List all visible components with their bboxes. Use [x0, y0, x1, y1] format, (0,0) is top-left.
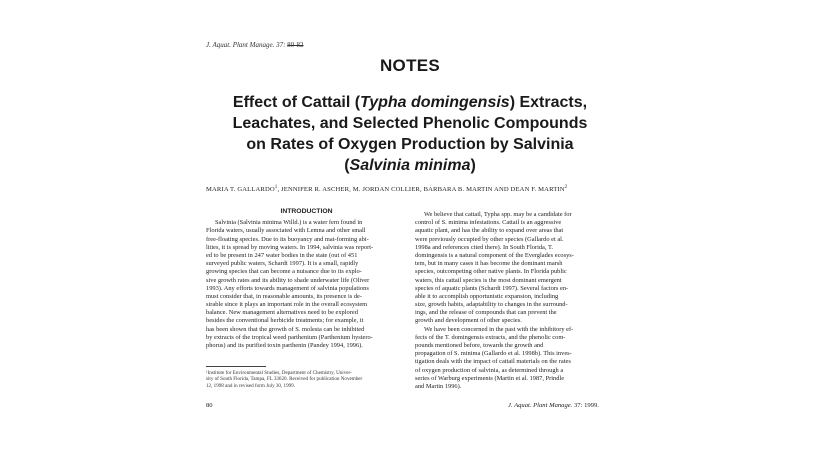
text-line: size, growth habits, adaptability to changes in the surround-	[415, 301, 568, 309]
text-line: species of aquatic plants (Schardt 1997). Several factors en-	[415, 284, 569, 292]
text-line: waters, this cattail species is the most dominant emergent	[415, 276, 562, 284]
affiliation-marker: 2	[564, 185, 568, 190]
text-line: has been shown that the growth of S. molesta can be inhibited	[206, 325, 365, 333]
author-name: , BARBARA B. MARTIN	[419, 186, 493, 194]
title-species: Salvinia minima	[349, 157, 471, 174]
text-line: free-floating species. Due to its buoyancy and mat-forming abi-	[206, 235, 369, 243]
text-line: sive growth rates and its ability to shade underwater life (Oliver	[206, 276, 370, 284]
text-line: besides the conventional herbicide treatments; for example, it	[206, 317, 364, 325]
text-line: phorus) and its purified toxin parthenin (Pandey 1994, 1996).	[206, 342, 363, 350]
page-number: 80	[206, 402, 213, 409]
right-column	[415, 211, 616, 391]
text-line: ¹Institute for Environmental Studies, Department of Chemistry, Univer-	[206, 370, 352, 376]
text-line: tem, but in many cases it has become the dominant marsh	[415, 260, 563, 268]
text-line: fects of the T. domingensis extracts, and the phenolic com-	[415, 333, 566, 341]
article-title	[150, 92, 670, 176]
title-text: )	[470, 157, 476, 174]
section-heading-notes: NOTES	[379, 56, 441, 75]
text-line: must consider that, in reasonable amounts, its presence is de-	[206, 292, 362, 300]
text-line: balance. New management alternatives need to be explored	[206, 309, 358, 317]
footnote-rule	[206, 366, 266, 367]
text-line: 1998a and references cited there). In South Florida, T.	[415, 243, 553, 251]
title-species: Typha domingensis	[360, 94, 510, 111]
title-line-4	[150, 155, 670, 176]
running-head-journal: J. Aquat. Plant Manage.	[206, 41, 275, 49]
text-line: control of S. minima infestations. Cattail is an aggressive	[415, 219, 562, 227]
title-text: Effect of Cattail (	[232, 94, 361, 111]
journal-footer	[508, 402, 599, 409]
text-line: Salvinia (Salvinia minima Willd.) is a water fern found in	[215, 219, 363, 227]
author-name: , M. JORDAN COLLIER	[349, 186, 420, 194]
affiliation-marker: 1	[274, 185, 278, 190]
author-list	[206, 185, 626, 193]
text-line: growth and development of other species.	[415, 317, 522, 325]
journal-footer-name: J. Aquat. Plant Manage.	[508, 402, 573, 409]
title-line-1	[150, 92, 670, 113]
footnote	[206, 370, 407, 389]
text-line: Florida waters, usually associated with Lemna and other small	[206, 227, 366, 235]
text-line: propagation of S. minima (Gallardo et al. 1998b). This inves-	[415, 350, 572, 358]
text-line: able it to accomplish opportunistic expansion, including	[415, 292, 559, 300]
text-line: aquatic plant, and has the ability to expand over areas that	[415, 227, 564, 235]
text-line: pounds mentioned before, towards the growth and	[415, 342, 544, 349]
left-column	[206, 208, 407, 350]
text-line: and Martin 1996).	[415, 382, 462, 390]
title-text: (	[344, 157, 350, 174]
text-line: by extracts of the tropical weed parthenium (Parthenium hystero-	[206, 333, 373, 341]
text-line: surveyed public waters, Schardt 1997). It is a small, rapidly	[206, 260, 359, 268]
text-line: species, outcompeting other native plants. In Florida public	[415, 268, 567, 276]
text-line: ed to be present in 247 water bodies in the state (out of 451	[206, 251, 358, 259]
running-head-volume: 37:	[276, 41, 286, 49]
text-line: We have been concerned in the past with the inhibitory ef-	[424, 325, 574, 333]
title-text: ) Extracts,	[509, 94, 588, 111]
running-head	[206, 41, 304, 49]
text-line: lities, it is spread by moving waters. In 1994, salvinia was report-	[206, 243, 374, 251]
author-name: , JENNIFER R. ASCHER	[277, 186, 350, 194]
text-line: were previously occupied by other species (Gallardo et al.	[415, 235, 564, 243]
text-line: growing species that can become a nuisance due to its explo-	[206, 268, 362, 276]
journal-footer-volume: 37: 1999.	[572, 402, 599, 409]
text-line: sirable since it plays an important role in the overall ecosystem	[206, 301, 368, 309]
author-name: AND DEAN F. MARTIN	[492, 186, 565, 194]
running-head-pages: 80-82	[287, 41, 304, 49]
text-line: ings, and the release of compounds that can prevent the	[415, 309, 557, 317]
text-line: of oxygen production of salvinia, as determined through a	[415, 366, 564, 374]
text-line: tigation deals with the impact of cattail materials on the rates	[415, 358, 571, 366]
text-line: We believe that cattail, Typha spp. may be a candidate for	[424, 211, 572, 218]
text-line: series of Warburg experiments (Martin et al. 1987, Prindle	[415, 374, 565, 382]
text-line: 1993). Any efforts towards management of salvinia populations	[206, 284, 369, 292]
introduction-heading: INTRODUCTION	[280, 208, 333, 215]
title-line-2: Leachates, and Selected Phenolic Compounds	[232, 115, 588, 132]
author-name: MARIA T. GALLARDO	[206, 186, 275, 194]
text-line: sity of South Florida, Tampa, FL 33620. Received for publication November	[206, 376, 363, 383]
text-line: domingensis is a natural component of the Everglades ecosys-	[415, 251, 574, 259]
title-line-3: on Rates of Oxygen Production by Salvinia	[246, 136, 574, 153]
text-line: 12, 1998 and in revised form July 30, 1999.	[206, 382, 295, 389]
